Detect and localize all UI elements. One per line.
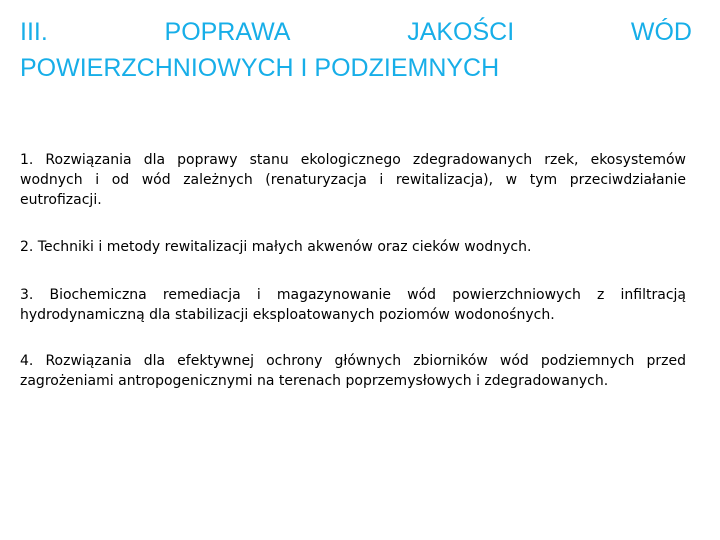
title-word-4: WÓD: [630, 18, 692, 46]
title-word-1: III.: [20, 18, 48, 46]
title-word-3: JAKOŚCI: [407, 18, 515, 46]
title-line-1: [20, 14, 692, 50]
title-word-2: POPRAWA: [164, 18, 291, 46]
slide-title: [20, 14, 698, 86]
title-line-2: POWIERZCHNIOWYCH I PODZIEMNYCH: [20, 54, 500, 82]
paragraph-1: 1. Rozwiązania dla poprawy stanu ekologicznego zdegradowanych rzek, ekosystemów wodnych i od wód zależnych (renaturyzacja i rewitalizacja), w tym przeciwdziałanie eutrofizacji.: [20, 152, 686, 208]
paragraph-3: 3. Biochemiczna remediacja i magazynowanie wód powierzchniowych z infiltracją hydrodynamiczną dla stabilizacji eksploatowanych poziomów wodonośnych.: [20, 287, 686, 323]
paragraph-4: 4. Rozwiązania dla efektywnej ochrony głównych zbiorników wód podziemnych przed zagrożeniami antropogenicznymi na terenach poprzemysłowych i zdegradowanych.: [20, 353, 686, 389]
paragraph-2: 2. Techniki i metody rewitalizacji małych akwenów oraz cieków wodnych.: [20, 239, 532, 255]
